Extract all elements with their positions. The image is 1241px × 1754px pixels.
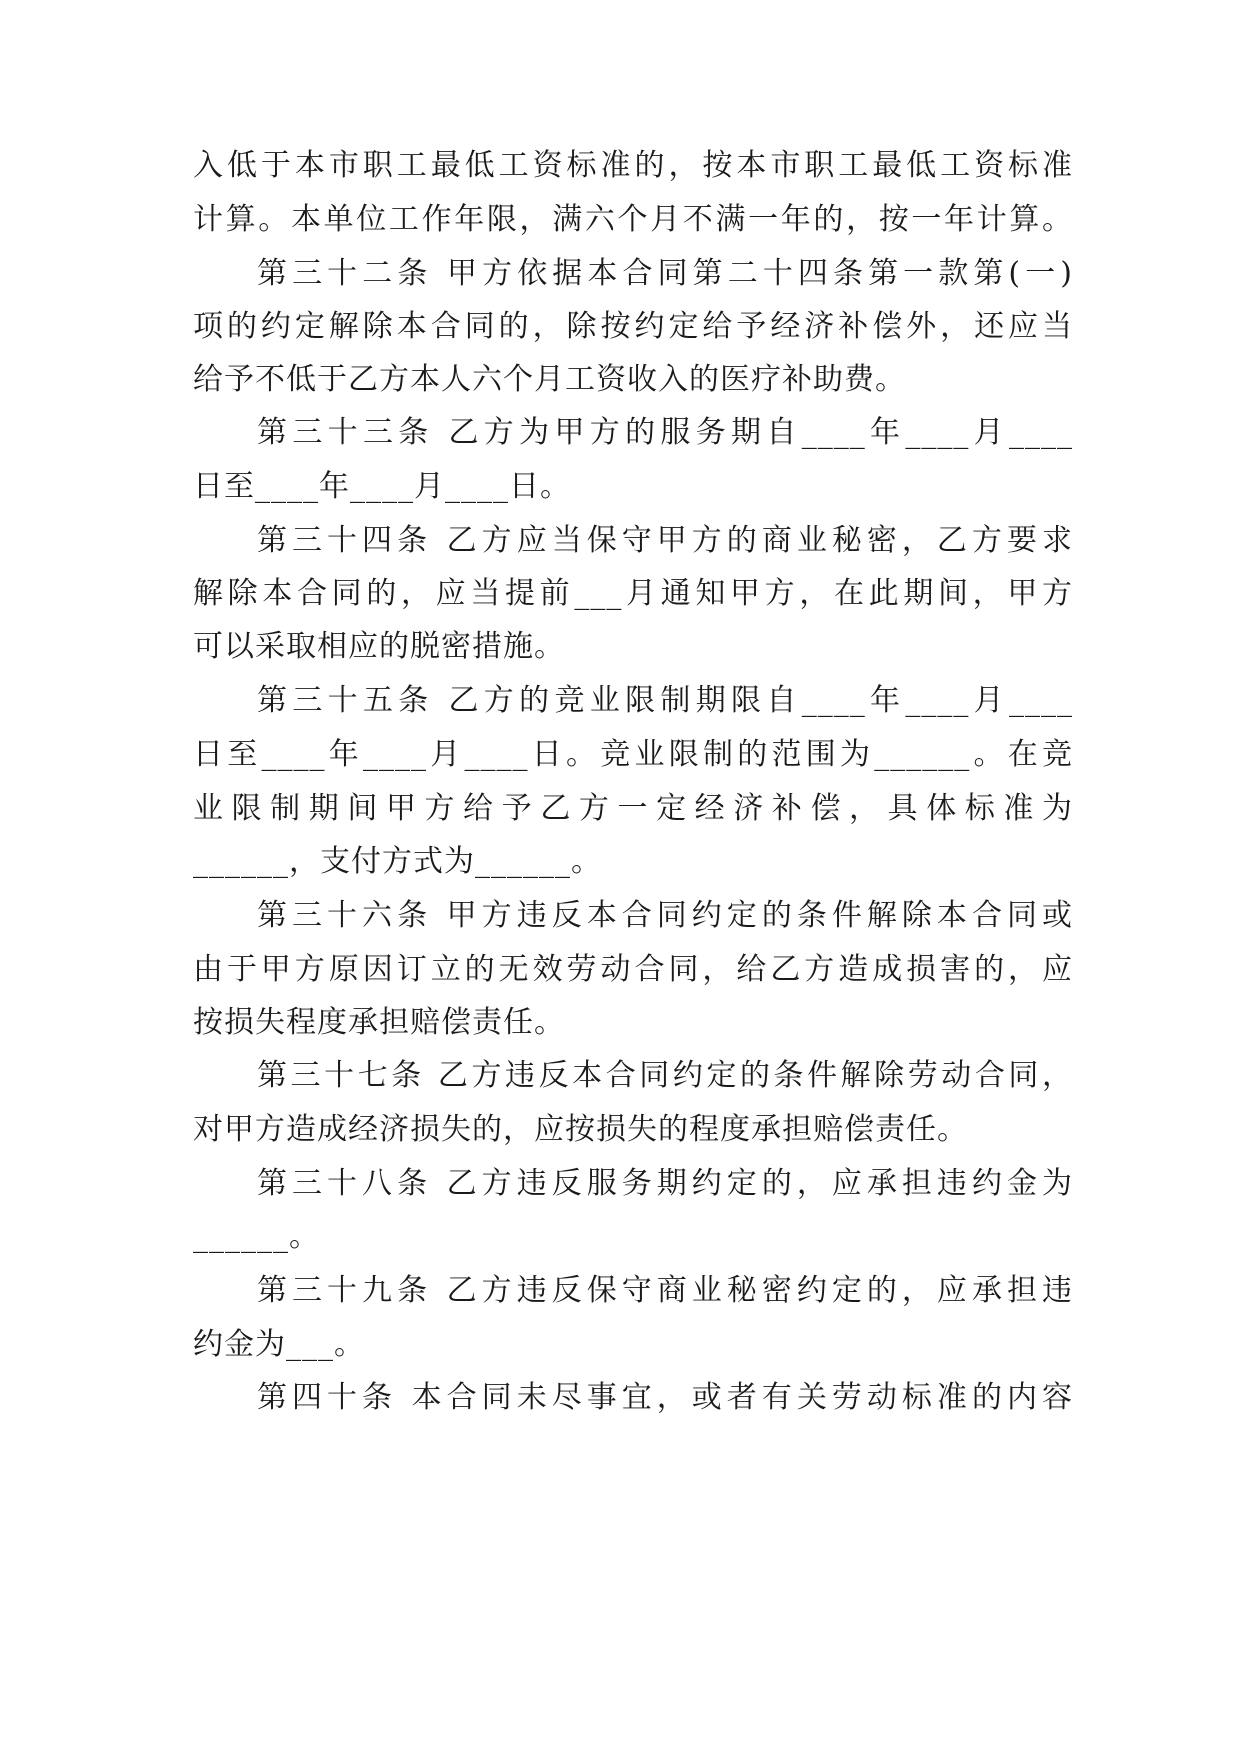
text-line: 日至____年____月____日。竞业限制的范围为______。在竞 <box>193 737 1073 772</box>
clause-38-line: 第三十八条 乙方违反服务期约定的，应承担违约金为 <box>257 1166 1073 1201</box>
text-line: 计算。本单位工作年限，满六个月不满一年的，按一年计算。 <box>193 202 1073 237</box>
clause-35-line: 第三十五条 乙方的竞业限制期限自____年____月____ <box>257 683 1073 718</box>
clause-32-line: 第三十二条 甲方依据本合同第二十四条第一款第(一) <box>257 256 1073 291</box>
clause-34-line: 第三十四条 乙方应当保守甲方的商业秘密，乙方要求 <box>257 523 1073 558</box>
clause-40-line: 第四十条 本合同未尽事宜，或者有关劳动标准的内容 <box>257 1380 1073 1415</box>
clause-33-line: 第三十三条 乙方为甲方的服务期自____年____月____ <box>257 415 1073 450</box>
text-line: 约金为___。 <box>193 1327 365 1362</box>
clause-37-line: 第三十七条 乙方违反本合同约定的条件解除劳动合同， <box>257 1058 1073 1093</box>
text-line: 由于甲方原因订立的无效劳动合同，给乙方造成损害的，应 <box>193 952 1073 987</box>
text-line: 解除本合同的，应当提前___月通知甲方，在此期间，甲方 <box>193 576 1073 611</box>
text-line: 按损失程度承担赔偿责任。 <box>193 1005 565 1040</box>
clause-36-line: 第三十六条 甲方违反本合同约定的条件解除本合同或 <box>257 898 1073 933</box>
text-line: 对甲方造成经济损失的，应按损失的程度承担赔偿责任。 <box>193 1112 968 1147</box>
text-line: 可以采取相应的脱密措施。 <box>193 629 565 664</box>
text-line: 入低于本市职工最低工资标准的，按本市职工最低工资标准 <box>193 148 1073 183</box>
text-line: 项的约定解除本合同的，除按约定给予经济补偿外，还应当 <box>193 309 1073 344</box>
text-line: 给予不低于乙方本人六个月工资收入的医疗补助费。 <box>193 362 906 397</box>
text-line: ______，支付方式为______。 <box>193 844 602 879</box>
text-line: 日至____年____月____日。 <box>193 469 571 504</box>
text-line: ______。 <box>193 1219 320 1254</box>
text-line: 业限制期间甲方给予乙方一定经济补偿，具体标准为 <box>193 791 1073 826</box>
clause-39-line: 第三十九条 乙方违反保守商业秘密约定的，应承担违 <box>257 1273 1073 1308</box>
